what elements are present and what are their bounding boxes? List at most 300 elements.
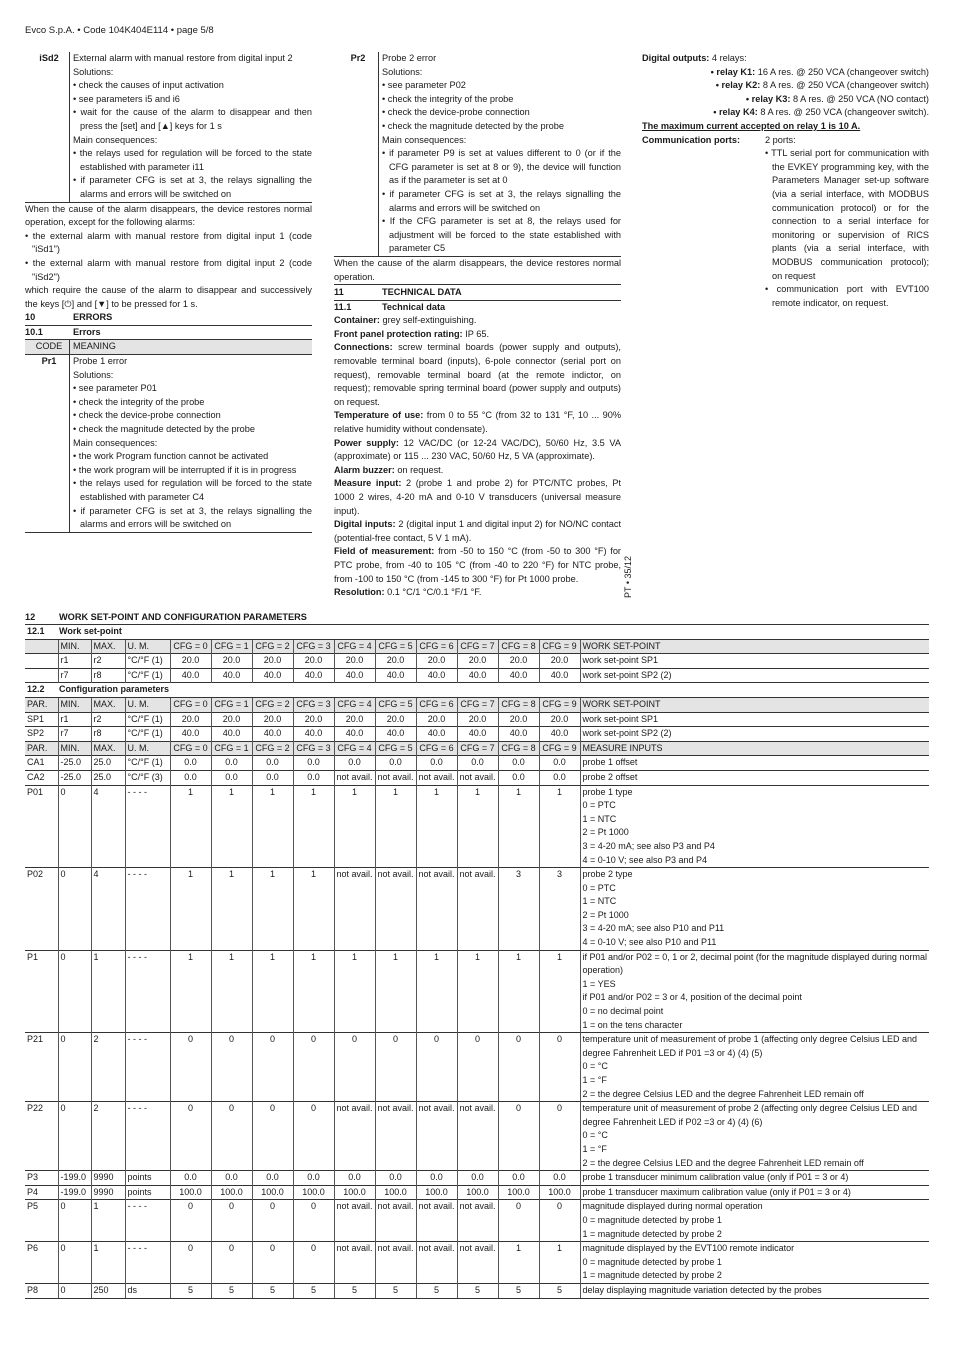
value-cell [252,712,293,727]
table-header-row [25,697,929,712]
description-cell [580,950,929,1033]
cell-text: r8 [93,728,102,739]
alarm-code: iSd2 [39,53,59,63]
value-cell [170,712,211,727]
cell-text: 0 [310,1243,316,1254]
column-1 [25,52,312,533]
description-cell [580,668,929,683]
cell-text: 40.0 [263,669,282,680]
cell-text: MIN. [60,640,80,651]
value-cell [170,1283,211,1298]
tech-value: from 0 to 55 °C (from 32 to 131 °F, 10 ... 90% relative humidity without condensate). [334,410,621,435]
bullet-line: • see parameters i5 and i6 [73,93,180,104]
value-cell [498,770,539,785]
cell-text: 100.0 [425,1186,448,1197]
value-cell [125,785,170,868]
value-cell [91,1283,125,1298]
value-cell [416,756,457,771]
cell-text: 1 [187,869,193,880]
cell-text: 20.0 [386,713,405,724]
value-cell [457,1033,498,1102]
cell-text: r1 [60,655,69,666]
cell-text: 100.0 [343,1186,366,1197]
value-cell [58,785,91,868]
cell-text: 40.0 [345,669,364,680]
table-row [25,1242,929,1284]
cell-text: 0 [60,1103,66,1114]
value-cell [58,741,91,756]
rotated-note: PT • 35/12 [623,555,633,598]
description-line: 0 = magnitude detected by probe 1 [582,1214,722,1225]
value-cell [170,727,211,742]
table-row [25,950,929,1033]
cell-text: 0 [269,1034,275,1045]
value-cell [211,668,252,683]
value-cell [91,950,125,1033]
cell-text: 0 [187,1034,193,1045]
value-cell [211,712,252,727]
cell-text: °C/°F (1) [127,728,163,739]
bullet-line: • check the device-probe connection [382,107,530,118]
cell-text: - - - - [127,951,147,962]
cell-text: 0 [310,1201,316,1212]
tech-item [334,437,621,464]
cell-text: P01 [27,786,44,797]
cell-text: 1 [433,786,439,797]
value-cell [375,1200,416,1242]
cell-text: CFG = 9 [542,640,577,651]
cell-text: 0 [187,1103,193,1114]
cell-text: CA1 [27,757,45,768]
description-cell [580,727,929,742]
error-code: Pr1 [41,356,57,367]
cell-text: 1 [310,951,316,962]
value-cell [416,639,457,654]
value-cell [170,868,211,951]
restore-text [25,203,312,312]
cell-text: 20.0 [345,713,364,724]
description-line: 1 = on the tens character [582,1019,683,1030]
tech-value: 2 (probe 1 and probe 2) for PTC/NTC probes, Pt 1000 2 wires, 4-20 mA and 0-10 V transducers (universal measure input). [334,478,622,516]
value-cell [293,1185,334,1200]
max-current-note: The maximum current accepted on relay 1 is 10 A. [642,120,861,131]
value-cell [498,639,539,654]
description-line: if P01 and/or P02 = 3 or 4, position of the decimal point [582,992,802,1003]
cell-text: CFG = 8 [501,698,536,709]
cell-text: - - - - [127,786,147,797]
value-cell [91,712,125,727]
relay-item [642,93,929,107]
cell-text: 100.0 [302,1186,325,1197]
param-cell [25,668,58,683]
cell-text: 0 [60,1034,66,1045]
cell-text: P02 [27,869,44,880]
cell-text: 40.0 [550,728,569,739]
cell-text: 0.0 [184,771,197,782]
value-cell [211,868,252,951]
tech-item [334,314,621,328]
value-cell [539,668,580,683]
value-cell [125,1283,170,1298]
subsection-cell [25,683,929,698]
bullet-line: • wait for the cause of the alarm to disappear and then press the [set] and [▲] keys for 1 s [73,107,312,131]
cell-text: 0 [515,1034,521,1045]
description-line: 0 = no decimal point [582,1006,664,1017]
param-cell [25,654,58,669]
cell-text: 0 [474,1034,480,1045]
cell-text: 0.0 [389,757,402,768]
description-line: 0 = PTC [582,800,616,811]
bullet-line: • if parameter CFG is set at 3, the relays signalling the alarms and errors will be switched on [382,188,621,213]
cell-text: 0.0 [512,757,525,768]
cell-text: CFG = 2 [255,742,290,753]
section-number: 10 [25,312,36,323]
cell-text: 1 [556,951,562,962]
description-line: probe 1 transducer maximum calibration value (only if P01 = 3 or 4) [582,1186,851,1197]
bullet-line: • if parameter CFG is set at 3, the relays signalling the alarms and errors will be switched on [73,175,312,199]
value-cell [293,1283,334,1298]
description-cell [580,1171,929,1186]
tech-item [334,545,621,586]
cell-text: 20.0 [181,655,200,666]
section-12-heading [25,611,929,625]
communication-port-item: • TTL serial port for communication with the EVKEY programming key, with the Parameters Manager set-up software (via a serial interface, with MODBUS communication protocol) or for the connection to a serial interface for monitoring or supervision of RICS plants (via a serial interface, with MODBUS communication protocol); on request [765,148,929,281]
cell-text: 0 [187,1201,193,1212]
bullet-line: • check the integrity of the probe [73,396,205,407]
cell-text: 5 [351,1284,357,1295]
cell-text: 1 [310,869,316,880]
description-line: 0 = °C [582,1130,608,1141]
section-10-1-heading [25,326,312,341]
description-cell [580,770,929,785]
section-number: 10.1 [25,326,43,337]
value-cell [91,756,125,771]
table-row [25,712,929,727]
cell-text: P1 [27,951,39,962]
param-cell [25,697,58,712]
value-cell [416,785,457,868]
text-line: External alarm with manual restore from digital input 2 [73,53,293,63]
cell-text: 40.0 [427,669,446,680]
cell-text: 9990 [93,1172,114,1183]
cell-text: 0.0 [430,1172,443,1183]
cell-text: 1 [351,951,357,962]
cell-text: - - - - [127,1243,147,1254]
value-cell [211,785,252,868]
relay-key: • relay K2: [715,80,761,91]
value-cell [125,668,170,683]
cell-text: MAX. [93,698,116,709]
cell-text: 40.0 [550,669,569,680]
value-cell [293,654,334,669]
description-cell [580,1033,929,1102]
param-cell [25,950,58,1033]
relay-value: 8 A res. @ 250 VCA (NO contact) [790,93,929,104]
param-cell [25,1283,58,1298]
table-row [25,1102,929,1171]
value-cell [539,727,580,742]
value-cell [539,1200,580,1242]
cell-text: points [127,1172,152,1183]
description-cell [580,1102,929,1171]
cell-text: not avail. [377,1243,414,1254]
cell-text: not avail. [418,1201,455,1212]
cell-text: MAX. [93,742,116,753]
param-cell [25,785,58,868]
value-cell [498,950,539,1033]
value-cell [375,697,416,712]
value-cell [498,1171,539,1186]
cell-text: SP2 [27,728,45,739]
value-cell [58,1283,91,1298]
value-cell [334,727,375,742]
value-cell [252,727,293,742]
cell-text: not avail. [459,1103,496,1114]
value-cell [58,1102,91,1171]
value-cell [293,712,334,727]
value-cell [457,727,498,742]
relay-value: 8 A res. @ 250 VCA (changeover switch). [757,107,929,118]
subsection-number: 12.1 [27,626,45,636]
value-cell [416,1283,457,1298]
param-cell [25,1033,58,1102]
cell-text: CFG = 1 [214,742,249,753]
description-line: if P01 and/or P02 = 0, 1 or 2, decimal point (for the magnitude displayed during normal operation) [582,951,927,976]
description-line: 0 = magnitude detected by probe 1 [582,1256,722,1267]
value-cell [375,654,416,669]
value-cell [211,1102,252,1171]
cell-text: 20.0 [263,713,282,724]
value-cell [457,1242,498,1284]
relay-list [642,66,929,120]
cell-text: 40.0 [304,728,323,739]
technical-data-list [334,314,621,599]
value-cell [457,1171,498,1186]
cell-text: CFG = 8 [501,640,536,651]
value-cell [211,727,252,742]
value-cell [211,1200,252,1242]
value-cell [539,1283,580,1298]
value-cell [125,727,170,742]
param-cell [25,756,58,771]
relay-key: • relay K4: [713,107,758,118]
cell-text: CFG = 0 [173,742,208,753]
cell-text: 20.0 [181,713,200,724]
cell-text: CFG = 9 [542,742,577,753]
param-cell [25,1242,58,1284]
description-line: MEASURE INPUTS [582,742,663,753]
value-cell [416,1033,457,1102]
value-cell [125,712,170,727]
cell-text: MAX. [93,640,116,651]
page-header: Evco S.p.A. • Code 104K404E114 • page 5/8 [25,25,214,36]
cell-text: 0 [310,1103,316,1114]
value-cell [334,1033,375,1102]
error-description [69,355,312,532]
value-cell [211,639,252,654]
value-cell [334,1283,375,1298]
cell-text: -25.0 [60,757,82,768]
relay-item [642,66,929,80]
tech-key: Digital inputs: [334,519,396,530]
cell-text: 0.0 [184,1172,197,1183]
value-cell [170,741,211,756]
value-cell [375,868,416,951]
table-row [25,1171,929,1186]
text-line: Main consequences: [73,134,158,145]
value-cell [457,1283,498,1298]
value-cell [539,1242,580,1284]
cell-text: - - - - [127,1034,147,1045]
cell-text: 1 [392,786,398,797]
cell-text: CFG = 6 [419,640,454,651]
cell-text: 1 [474,786,480,797]
tech-item [334,341,621,409]
cell-text: 4 [93,786,99,797]
value-cell [457,741,498,756]
cell-text: 1 [556,786,562,797]
value-cell [334,950,375,1033]
value-cell [252,1242,293,1284]
value-cell [334,1171,375,1186]
cell-text: 0.0 [266,757,279,768]
subsection-number: 12.2 [27,684,45,695]
bullet-line: • if parameter P9 is set at values different to 0 (or if the CFG parameter is set at 8 or 9), the device will function as if the parameter is set at 0 [382,148,621,186]
tech-value: 12 VAC/DC (or 12-24 VAC/DC), 50/60 Hz, 3.5 VA (approximate) or 115 ... 230 VAC, 50/60 Hz, 5 VA (approximate). [334,437,621,462]
cell-text: 1 [433,951,439,962]
description-line: 1 = magnitude detected by probe 2 [582,1228,722,1239]
cell-text: 3 [556,869,562,880]
description-line: 2 = Pt 1000 [582,827,629,838]
value-cell [211,770,252,785]
value-cell [91,639,125,654]
description-line: 2 = the degree Celsius LED and the degree Fahrenheit LED remain off [582,1088,864,1099]
value-cell [334,770,375,785]
value-cell [416,868,457,951]
text-line: Main consequences: [73,437,158,448]
cell-text: 0 [556,1034,562,1045]
cell-text: 0 [228,1103,234,1114]
cell-text: 5 [515,1284,521,1295]
cell-text: P3 [27,1172,39,1183]
restore-line: • the external alarm with manual restore from digital input 2 (code "iSd2") [25,257,312,282]
communication-ports-label: Communication ports: [642,134,740,145]
table-header-row [25,639,929,654]
tech-value: screw terminal boards (power supply and outputs), removable terminal board (inputs), 6-pole connector (serial port on request), removable terminal board (at the remote indictor, on request); removable spring terminal board (power supply and outputs) on request. [334,342,621,407]
text-line: Solutions: [73,66,114,77]
cell-text: U. M. [127,640,149,651]
value-cell [125,697,170,712]
cell-text: 1 [515,786,521,797]
description-cell [580,697,929,712]
value-cell [211,756,252,771]
error-code: Pr2 [350,53,366,63]
relay-key: • relay K3: [745,93,791,104]
cell-text: 0 [515,1103,521,1114]
value-cell [58,868,91,951]
value-cell [293,1171,334,1186]
section-11-1-heading [334,301,621,315]
cell-text: P21 [27,1034,44,1045]
value-cell [416,1185,457,1200]
value-cell [457,868,498,951]
cell-text: 0 [228,1201,234,1212]
value-cell [91,727,125,742]
meaning-header: MEANING [69,340,312,354]
value-cell [416,654,457,669]
cell-text: 0 [351,1034,357,1045]
digital-outputs-label: Digital outputs: [642,53,710,63]
table-row [25,770,929,785]
value-cell [170,1200,211,1242]
value-cell [334,1242,375,1284]
tech-value: 0.1 °C/1 °C/0.1 °F/1 °F. [384,587,482,598]
value-cell [91,1102,125,1171]
cell-text: 4 [93,869,99,880]
section-title: Technical data [382,301,446,312]
value-cell [334,639,375,654]
value-cell [293,950,334,1033]
value-cell [539,1033,580,1102]
cell-text: 0.0 [307,1172,320,1183]
value-cell [416,697,457,712]
section-title: ERRORS [73,312,113,323]
cell-text: 0.0 [348,757,361,768]
value-cell [125,1185,170,1200]
value-cell [293,639,334,654]
value-cell [498,668,539,683]
value-cell [125,950,170,1033]
text-line: Solutions: [382,66,423,77]
cell-text: 2 [93,1034,99,1045]
value-cell [252,1283,293,1298]
description-line: 4 = 0-10 V; see also P10 and P11 [582,937,717,948]
description-cell [580,868,929,951]
value-cell [375,1283,416,1298]
description-line: 2 = Pt 1000 [582,909,629,920]
value-cell [498,868,539,951]
value-cell [58,727,91,742]
value-cell [416,712,457,727]
value-cell [498,1185,539,1200]
description-cell [580,1185,929,1200]
cell-text: 20.0 [427,713,446,724]
value-cell [91,654,125,669]
param-cell [25,770,58,785]
cell-text: not avail. [418,869,455,880]
cell-text: not avail. [459,1243,496,1254]
value-cell [170,785,211,868]
cell-text: 0 [269,1201,275,1212]
bullet-line: • see parameter P02 [382,80,466,91]
cell-text: °C/°F (1) [127,655,163,666]
cell-text: 40.0 [509,669,528,680]
value-cell [211,1033,252,1102]
description-line: WORK SET-POINT [582,640,661,651]
value-cell [293,1200,334,1242]
cell-text: 100.0 [507,1186,530,1197]
bullet-line: • the work Program function cannot be activated [73,451,269,462]
bullet-line: • check the magnitude detected by the probe [73,424,255,435]
value-cell [91,868,125,951]
cell-text: 100.0 [548,1186,571,1197]
bullet-line: • the work program will be interrupted if it is in progress [73,464,297,475]
cell-text: 0 [556,1201,562,1212]
cell-text: 1 [392,951,398,962]
value-cell [91,785,125,868]
cell-text: CFG = 7 [460,742,495,753]
cell-text: 1 [269,951,275,962]
